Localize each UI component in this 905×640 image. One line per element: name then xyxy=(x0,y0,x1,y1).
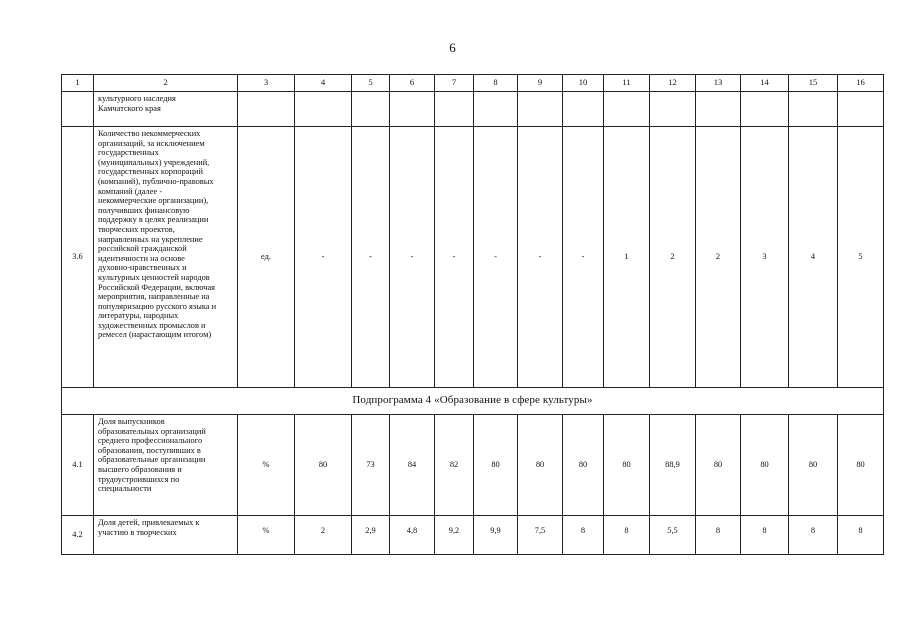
indicator-name-line: культурных ценностей народов xyxy=(98,272,210,282)
value-cell: 4 xyxy=(789,127,838,388)
row-number: 4.2 xyxy=(62,516,94,555)
indicator-name-line: государственных xyxy=(98,148,159,158)
value-cell: - xyxy=(390,127,435,388)
value-cell: 73 xyxy=(352,415,390,516)
value-cell: - xyxy=(352,127,390,388)
column-header: 9 xyxy=(518,75,563,92)
indicator-name-line: Доля выпускников xyxy=(98,417,165,426)
column-header: 7 xyxy=(435,75,474,92)
indicator-name-line: участию в творческих xyxy=(98,527,177,537)
value-cell: 80 xyxy=(518,415,563,516)
value-cell xyxy=(435,92,474,127)
value-cell: - xyxy=(435,127,474,388)
value-cell: 5 xyxy=(838,127,884,388)
value-cell: 2,9 xyxy=(352,516,390,555)
value-cell xyxy=(563,92,604,127)
column-header: 6 xyxy=(390,75,435,92)
indicator-name xyxy=(94,127,238,388)
column-header: 4 xyxy=(295,75,352,92)
value-cell: 80 xyxy=(838,415,884,516)
indicator-name-line: государственных корпораций xyxy=(98,167,203,177)
column-header: 1 xyxy=(62,75,94,92)
indicator-name-line: (муниципальных) учреждений, xyxy=(98,157,210,167)
value-cell: - xyxy=(563,127,604,388)
value-cell: 80 xyxy=(474,415,518,516)
column-header: 14 xyxy=(741,75,789,92)
indicator-name xyxy=(94,92,238,127)
indicator-name-line: (компаний), публично-правовых xyxy=(98,176,214,186)
table-row xyxy=(62,516,884,555)
value-cell: 7,5 xyxy=(518,516,563,555)
value-cell: 8 xyxy=(696,516,741,555)
table-row xyxy=(62,127,884,388)
table-row xyxy=(62,92,884,127)
value-cell: 2 xyxy=(650,127,696,388)
column-header: 13 xyxy=(696,75,741,92)
value-cell: 2 xyxy=(295,516,352,555)
column-header: 5 xyxy=(352,75,390,92)
indicator-name-line: некоммерческие организации), xyxy=(98,196,209,206)
column-header: 3 xyxy=(238,75,295,92)
indicator-name-line: Российской Федерации, включая xyxy=(98,282,216,292)
table-row xyxy=(62,415,884,516)
section-title: Подпрограмма 4 «Образование в сфере культуры» xyxy=(62,388,884,415)
indicator-name-line: мероприятия, направленные на xyxy=(98,292,210,302)
value-cell xyxy=(352,92,390,127)
indicator-name-line: российской гражданской xyxy=(98,244,187,254)
indicator-name-line: среднего профессионального xyxy=(98,436,203,446)
indicator-name-line: специальности xyxy=(98,484,152,494)
value-cell: - xyxy=(295,127,352,388)
value-cell xyxy=(696,92,741,127)
value-cell: 82 xyxy=(435,415,474,516)
value-cell xyxy=(390,92,435,127)
value-cell xyxy=(838,92,884,127)
value-cell: 80 xyxy=(604,415,650,516)
column-header: 16 xyxy=(838,75,884,92)
row-number: 4.1 xyxy=(62,415,94,516)
column-header: 15 xyxy=(789,75,838,92)
unit-cell: % xyxy=(238,516,295,555)
value-cell: 1 xyxy=(604,127,650,388)
indicator-name-line: высшего образования и xyxy=(98,464,182,474)
value-cell: 4,8 xyxy=(390,516,435,555)
indicator-name-line: популяризацию русского языка и xyxy=(98,301,217,311)
indicators-table xyxy=(61,74,884,555)
value-cell xyxy=(518,92,563,127)
value-cell xyxy=(295,92,352,127)
value-cell: 88,9 xyxy=(650,415,696,516)
indicator-name-line: образовательные организации xyxy=(98,455,206,465)
value-cell: 3 xyxy=(741,127,789,388)
indicator-name-line: направленных на укрепление xyxy=(98,234,203,244)
unit-cell xyxy=(238,92,295,127)
row-number: 3.6 xyxy=(62,127,94,388)
indicator-name-line: Камчатского края xyxy=(98,103,161,113)
value-cell xyxy=(604,92,650,127)
indicator-name-line: Количество некоммерческих xyxy=(98,129,201,138)
unit-cell: ед. xyxy=(238,127,295,388)
value-cell: 80 xyxy=(789,415,838,516)
column-header: 11 xyxy=(604,75,650,92)
value-cell: 8 xyxy=(604,516,650,555)
value-cell: 9,9 xyxy=(474,516,518,555)
column-header: 12 xyxy=(650,75,696,92)
value-cell: 8 xyxy=(838,516,884,555)
value-cell: - xyxy=(474,127,518,388)
indicator-name-line: трудоустроившихся по xyxy=(98,474,180,484)
row-number xyxy=(62,92,94,127)
indicator-name-line: получивших финансовую xyxy=(98,205,190,215)
indicator-name-line: образования, поступивших в xyxy=(98,445,201,455)
value-cell xyxy=(789,92,838,127)
page-number: 6 xyxy=(449,40,456,55)
value-cell xyxy=(741,92,789,127)
indicator-name-line: идентичности на основе xyxy=(98,253,185,263)
indicator-name-line: культурного наследия xyxy=(98,94,176,103)
value-cell: 5,5 xyxy=(650,516,696,555)
indicator-name-line: организаций, за исключением xyxy=(98,138,205,148)
indicator-name-line: художественных промыслов и xyxy=(98,320,206,330)
indicator-name xyxy=(94,516,238,555)
value-cell: 8 xyxy=(563,516,604,555)
indicator-name-line: компаний (далее - xyxy=(98,186,163,196)
indicator-name xyxy=(94,415,238,516)
indicator-name-line: литературы, народных xyxy=(98,311,179,321)
value-cell: 84 xyxy=(390,415,435,516)
value-cell: 80 xyxy=(563,415,604,516)
indicator-name-line: ремесел (нарастающим итогом) xyxy=(98,330,212,340)
value-cell: 80 xyxy=(741,415,789,516)
section-row xyxy=(62,388,884,415)
column-header: 2 xyxy=(94,75,238,92)
value-cell: - xyxy=(518,127,563,388)
indicator-name-line: образовательных организаций xyxy=(98,426,206,436)
indicator-name-line: Доля детей, привлекаемых к xyxy=(98,518,200,527)
value-cell: 80 xyxy=(696,415,741,516)
value-cell: 80 xyxy=(295,415,352,516)
value-cell: 9,2 xyxy=(435,516,474,555)
indicator-name-line: творческих проектов, xyxy=(98,224,175,234)
indicator-name-line: поддержку в целях реализации xyxy=(98,215,209,225)
value-cell xyxy=(474,92,518,127)
column-header: 8 xyxy=(474,75,518,92)
value-cell xyxy=(650,92,696,127)
value-cell: 8 xyxy=(741,516,789,555)
value-cell: 8 xyxy=(789,516,838,555)
indicator-name-line: духовно-нравственных и xyxy=(98,263,187,273)
unit-cell: % xyxy=(238,415,295,516)
value-cell: 2 xyxy=(696,127,741,388)
header-row xyxy=(62,75,884,92)
column-header: 10 xyxy=(563,75,604,92)
